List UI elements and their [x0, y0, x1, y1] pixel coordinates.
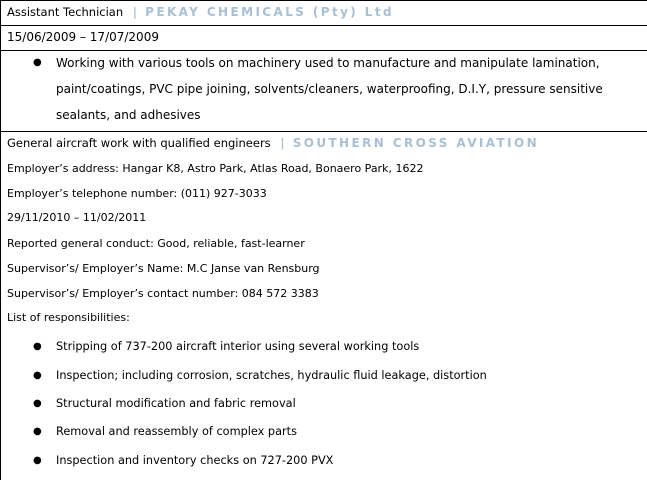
responsibility-item: Inspection and inventory checks on 727-200 PVX: [56, 454, 334, 467]
header-separator: |: [132, 5, 138, 19]
responsibility-item: Removal and reassembly of complex parts: [56, 425, 297, 438]
top-border: [0, 0, 647, 1]
responsibility-item: Inspection; including corrosion, scratches, hydraulic fluid leakage, distortion: [56, 369, 487, 382]
supervisor-name: Supervisor’s/ Employer’s Name: M.C Janse van Rensburg: [7, 262, 320, 275]
bullet-text-line: sealants, and adhesives: [56, 108, 201, 122]
bullet-icon: ●: [33, 370, 42, 381]
bullet-text-line: paint/coatings, PVC pipe joining, solvents/cleaners, waterproofing, D.I.Y, pressure sensitive: [56, 82, 603, 96]
employment-dates: 29/11/2010 – 11/02/2011: [7, 211, 147, 224]
bullet-text-line: Working with various tools on machinery used to manufacture and manipulate lamination,: [56, 56, 600, 70]
bullet-icon: ●: [33, 57, 42, 68]
bullet-icon: ●: [33, 398, 42, 409]
employment-dates: 15/06/2009 – 17/07/2009: [7, 30, 159, 44]
company-name: PEKAY CHEMICALS (Pty) Ltd: [145, 5, 394, 19]
responsibilities-heading: List of responsibilities:: [7, 311, 130, 324]
row-divider: [0, 50, 647, 51]
section-divider: [0, 131, 647, 132]
supervisor-contact: Supervisor’s/ Employer’s contact number: 084 572 3383: [7, 287, 319, 300]
bullet-icon: ●: [33, 341, 42, 352]
employer-address: Employer’s address: Hangar K8, Astro Park, Atlas Road, Bonaero Park, 1622: [7, 162, 424, 175]
left-border: [0, 0, 1, 480]
responsibility-item: Structural modification and fabric removal: [56, 397, 296, 410]
job-header-southern-cross: [7, 136, 539, 150]
bullet-icon: ●: [33, 455, 42, 466]
row-divider: [0, 25, 647, 26]
job-header-pekay: [7, 5, 394, 19]
bullet-icon: ●: [33, 426, 42, 437]
company-name: SOUTHERN CROSS AVIATION: [292, 136, 540, 150]
job-role: General aircraft work with qualified engineers: [7, 136, 271, 150]
responsibility-item: Stripping of 737-200 aircraft interior using several working tools: [56, 340, 420, 353]
employer-telephone: Employer’s telephone number: (011) 927-3033: [7, 187, 267, 200]
reported-conduct: Reported general conduct: Good, reliable, fast-learner: [7, 237, 305, 250]
job-role: Assistant Technician: [7, 5, 124, 19]
header-separator: |: [280, 136, 286, 150]
